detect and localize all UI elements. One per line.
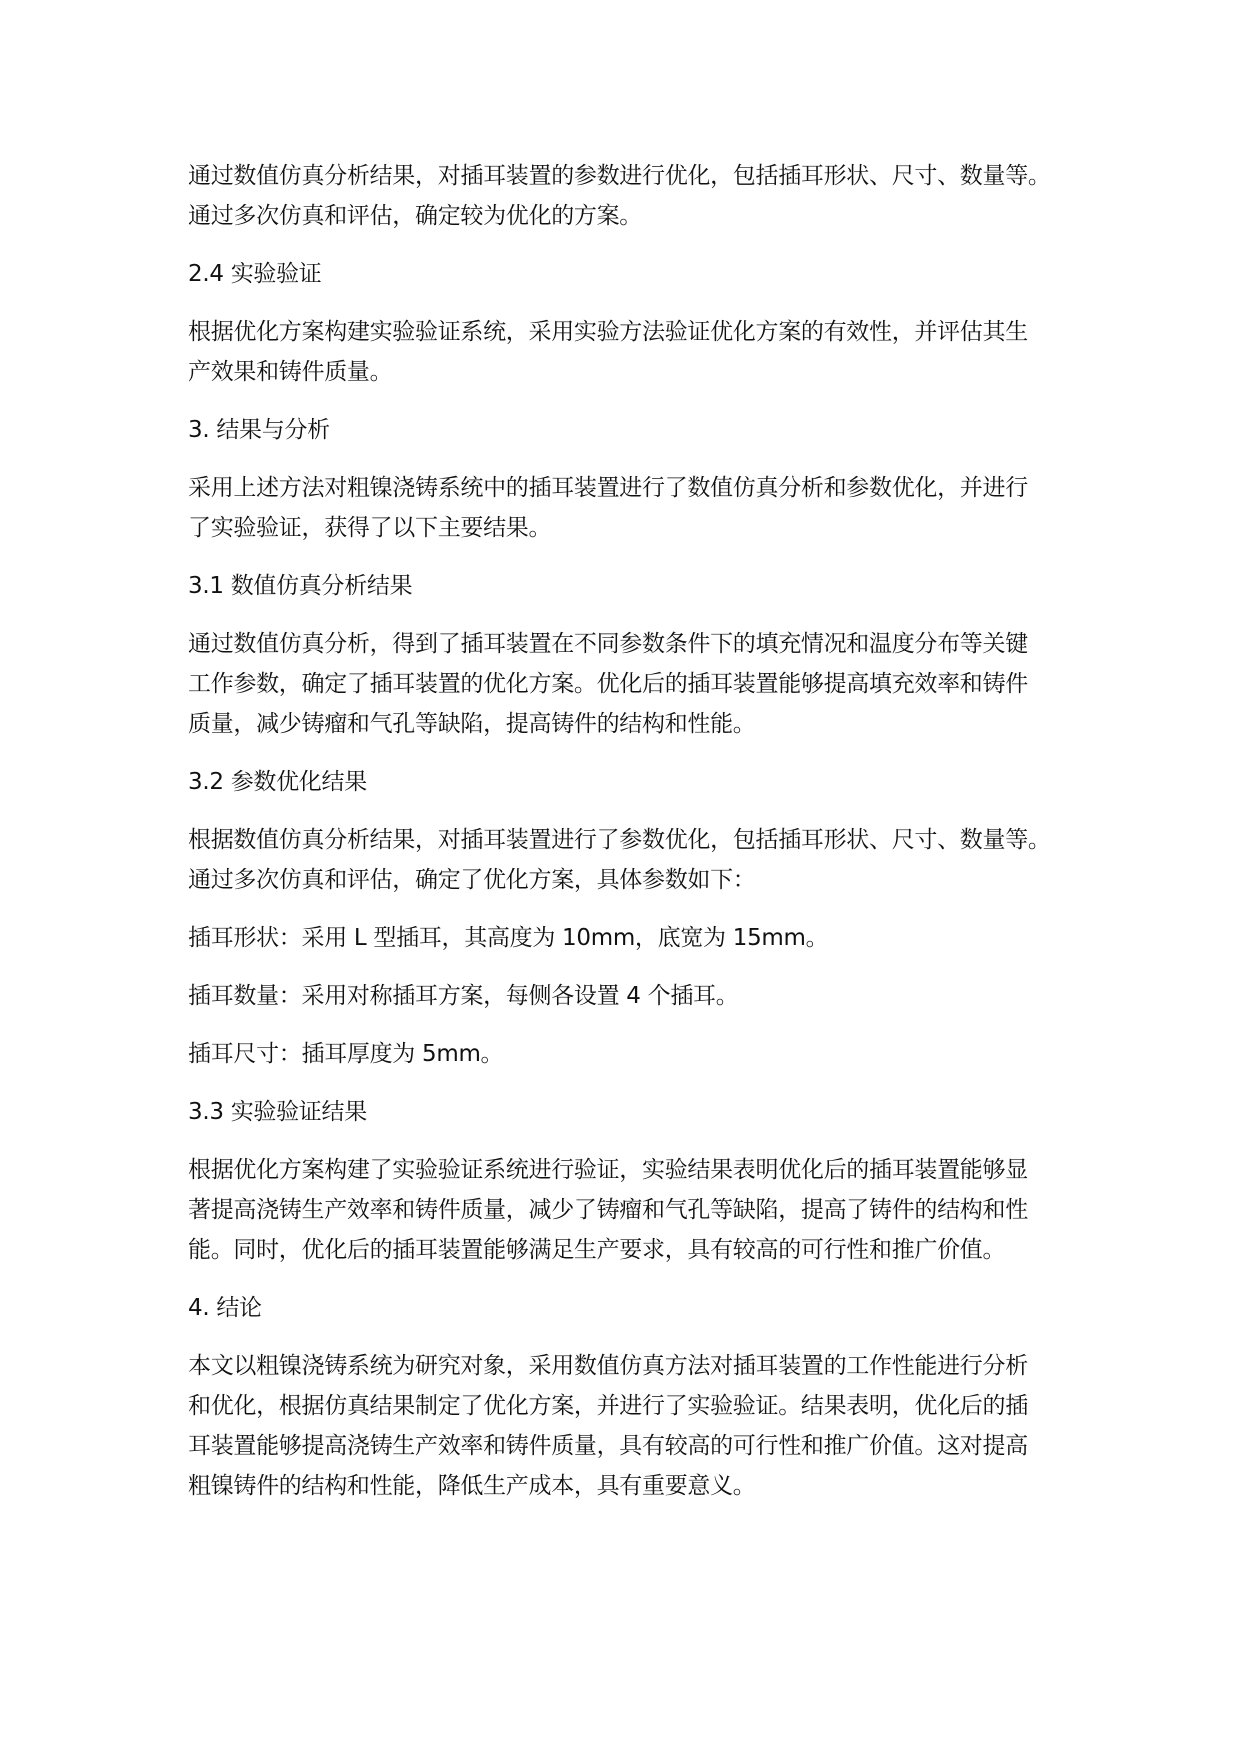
paragraph-results-intro bbox=[188, 468, 1068, 548]
text-line: 插耳数量：采用对称插耳方案，每侧各设置 4 个插耳。 bbox=[188, 983, 739, 1009]
text-line: 质量，减少铸瘤和气孔等缺陷，提高铸件的结构和性能。 bbox=[188, 711, 756, 737]
text-line: 本文以粗镍浇铸系统为研究对象，采用数值仿真方法对插耳装置的工作性能进行分析 bbox=[188, 1353, 1028, 1379]
text-line: 通过多次仿真和评估，确定了优化方案，具体参数如下： bbox=[188, 867, 756, 893]
section-heading-3: 3. 结果与分析 bbox=[188, 417, 330, 443]
text-line: 插耳尺寸：插耳厚度为 5mm。 bbox=[188, 1041, 504, 1067]
parameter-ear-count bbox=[188, 976, 1068, 1016]
text-line: 产效果和铸件质量。 bbox=[188, 359, 393, 385]
text-line: 工作参数，确定了插耳装置的优化方案。优化后的插耳装置能够提高填充效率和铸件 bbox=[188, 671, 1028, 697]
text-line: 著提高浇铸生产效率和铸件质量，减少了铸瘤和气孔等缺陷，提高了铸件的结构和性 bbox=[188, 1197, 1028, 1223]
paragraph-parameter-optimization bbox=[188, 820, 1068, 900]
paragraph-experiment-results bbox=[188, 1150, 1068, 1270]
text-line: 耳装置能够提高浇铸生产效率和铸件质量，具有较高的可行性和推广价值。这对提高 bbox=[188, 1433, 1028, 1459]
section-heading-4: 4. 结论 bbox=[188, 1295, 262, 1321]
text-line: 根据优化方案构建实验验证系统，采用实验方法验证优化方案的有效性，并评估其生 bbox=[188, 319, 1028, 345]
parameter-ear-shape bbox=[188, 918, 1068, 958]
section-heading-2-4: 2.4 实验验证 bbox=[188, 261, 322, 287]
text-line: 根据数值仿真分析结果，对插耳装置进行了参数优化，包括插耳形状、尺寸、数量等。 bbox=[188, 827, 1051, 853]
section-heading-3-2: 3.2 参数优化结果 bbox=[188, 769, 367, 795]
paragraph-experiment-method bbox=[188, 312, 1068, 392]
text-line: 插耳形状：采用 L 型插耳，其高度为 10mm，底宽为 15mm。 bbox=[188, 925, 829, 951]
text-line: 了实验验证，获得了以下主要结果。 bbox=[188, 515, 552, 541]
paragraph-simulation-results bbox=[188, 624, 1068, 744]
parameter-ear-size bbox=[188, 1034, 1068, 1074]
text-line: 通过数值仿真分析，得到了插耳装置在不同参数条件下的填充情况和温度分布等关键 bbox=[188, 631, 1028, 657]
paragraph-optimization-intro bbox=[188, 156, 1068, 236]
section-heading-3-1: 3.1 数值仿真分析结果 bbox=[188, 573, 413, 599]
text-line: 通过多次仿真和评估，确定较为优化的方案。 bbox=[188, 203, 643, 229]
document-body bbox=[188, 156, 1068, 1524]
text-line: 通过数值仿真分析结果，对插耳装置的参数进行优化，包括插耳形状、尺寸、数量等。 bbox=[188, 163, 1051, 189]
text-line: 根据优化方案构建了实验验证系统进行验证，实验结果表明优化后的插耳装置能够显 bbox=[188, 1157, 1028, 1183]
text-line: 和优化，根据仿真结果制定了优化方案，并进行了实验验证。结果表明，优化后的插 bbox=[188, 1393, 1028, 1419]
text-line: 采用上述方法对粗镍浇铸系统中的插耳装置进行了数值仿真分析和参数优化，并进行 bbox=[188, 475, 1028, 501]
section-heading-3-3: 3.3 实验验证结果 bbox=[188, 1099, 367, 1125]
text-line: 粗镍铸件的结构和性能，降低生产成本，具有重要意义。 bbox=[188, 1473, 756, 1499]
paragraph-conclusion bbox=[188, 1346, 1068, 1506]
text-line: 能。同时，优化后的插耳装置能够满足生产要求，具有较高的可行性和推广价值。 bbox=[188, 1237, 1006, 1263]
